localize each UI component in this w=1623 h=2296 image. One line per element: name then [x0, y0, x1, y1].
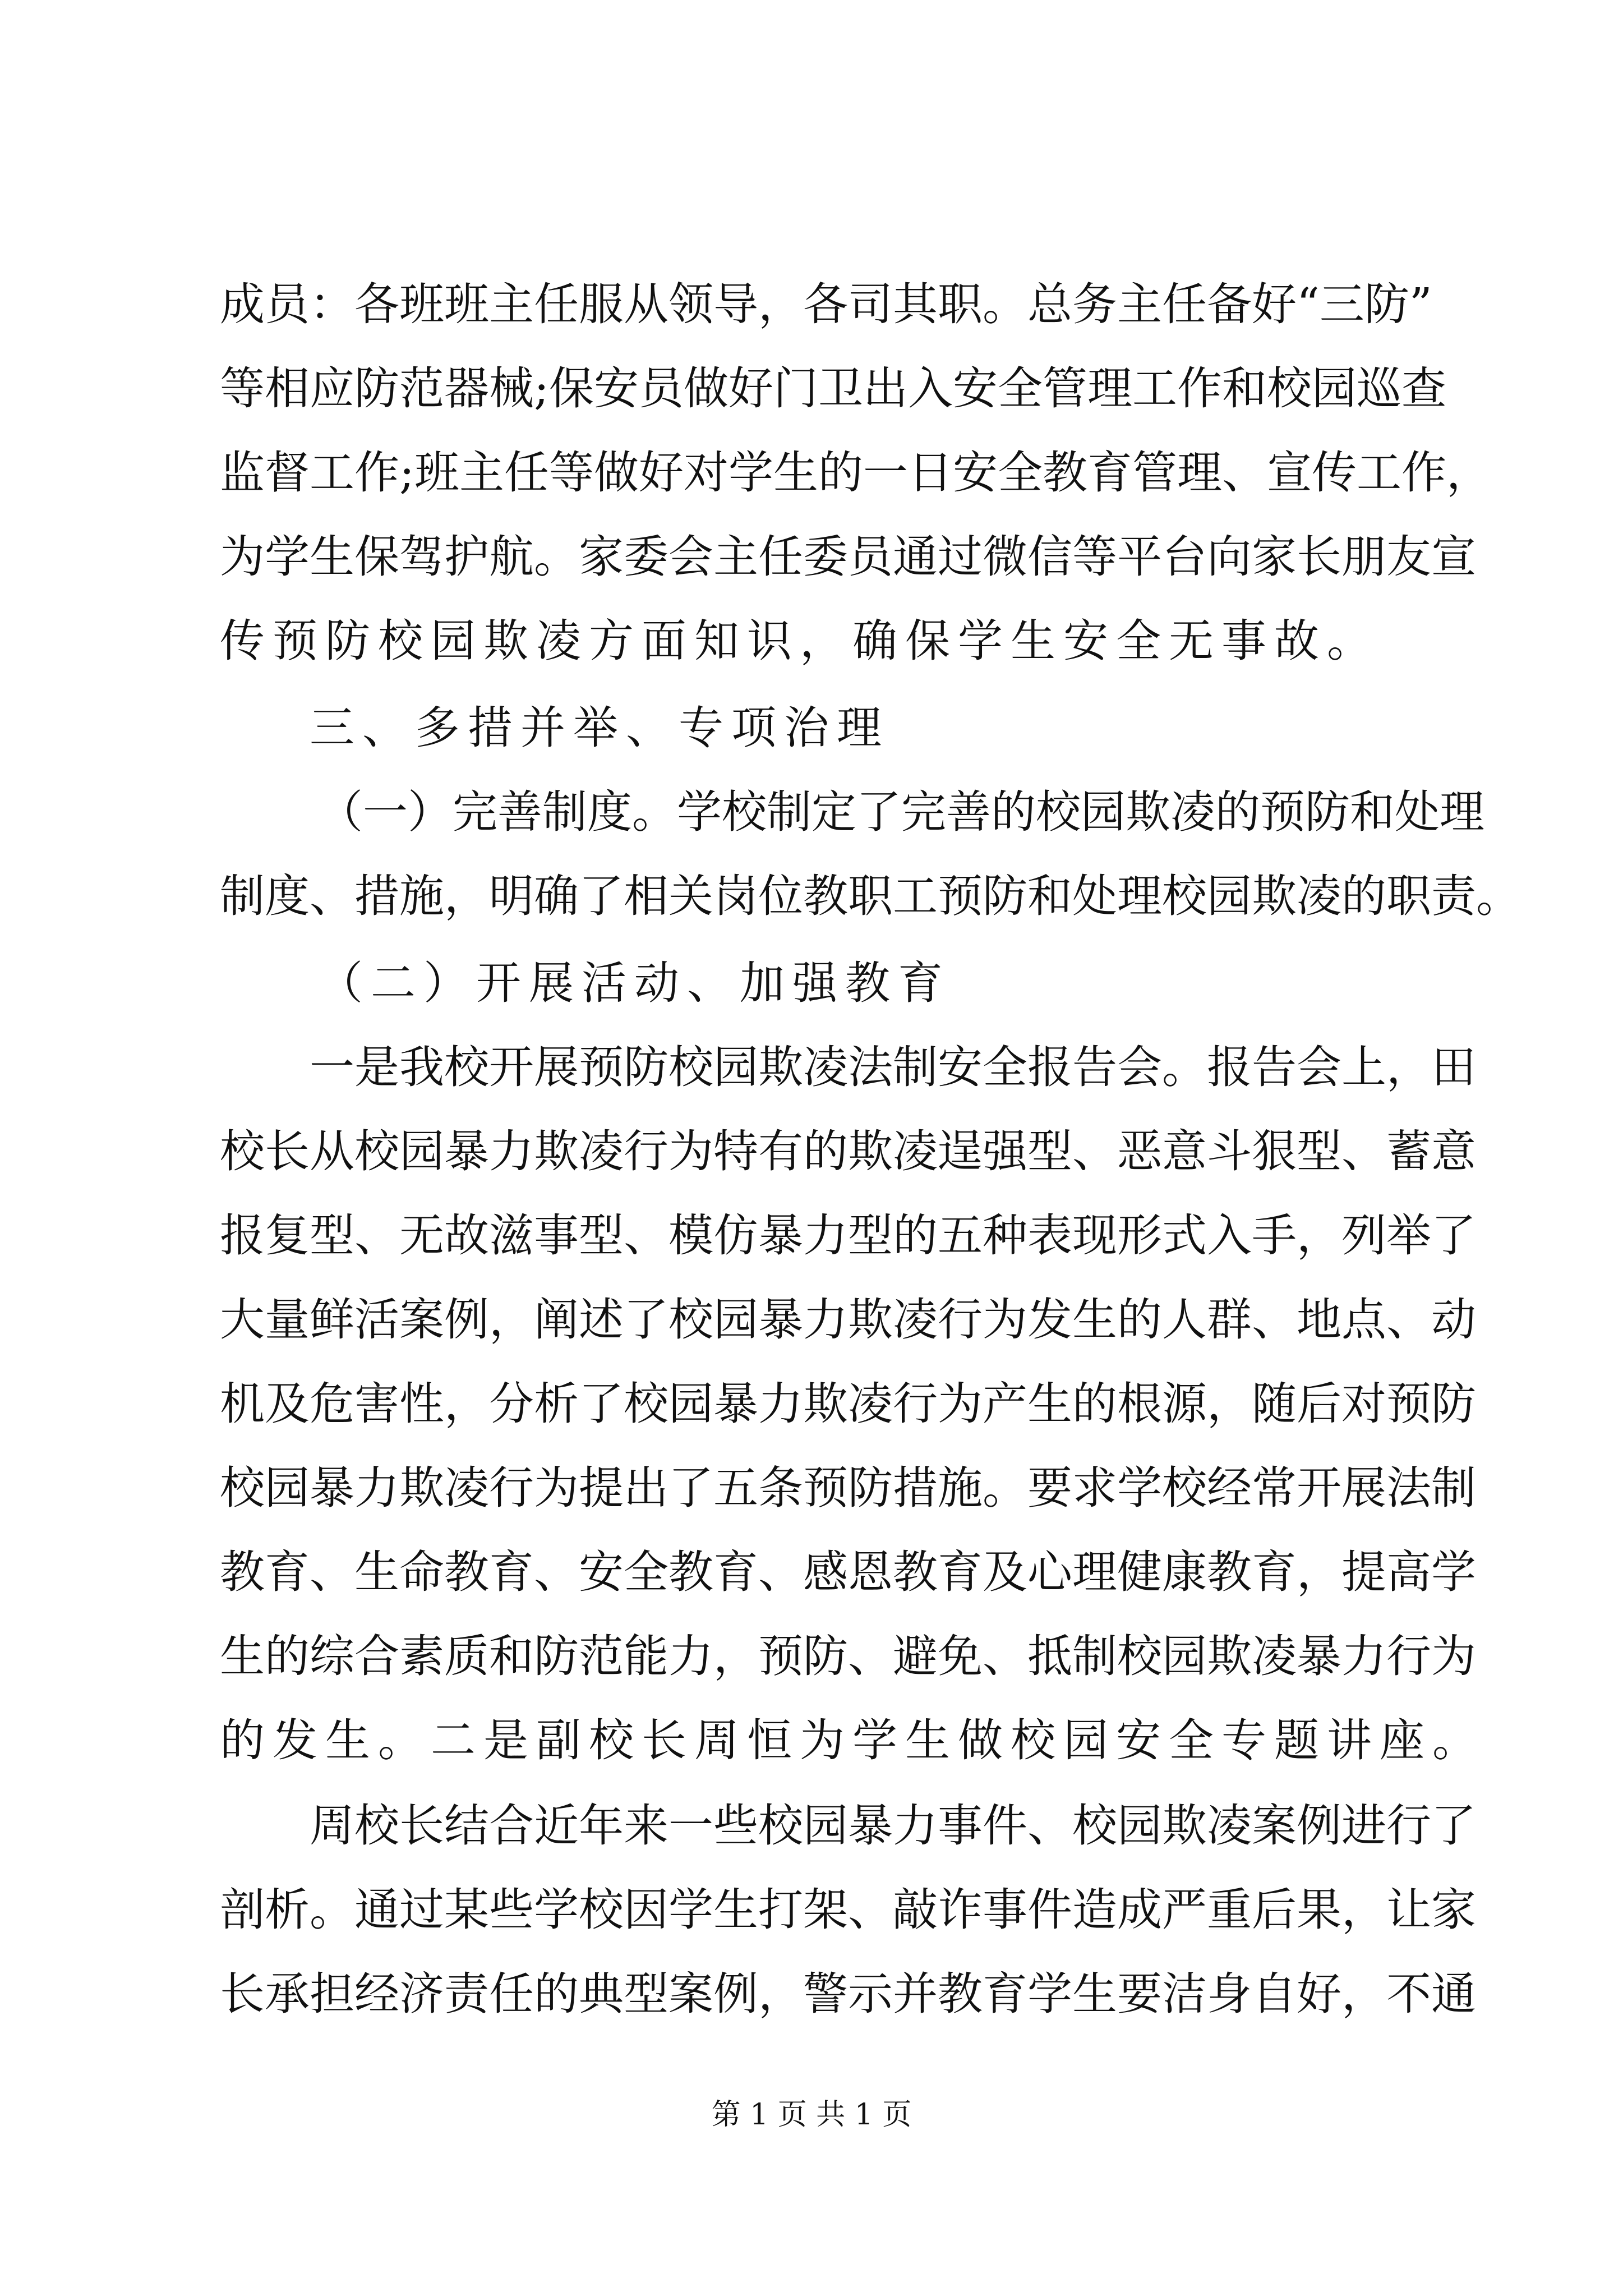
- paragraph-line: 的发生。二是副校长周恒为学生做校园安全专题讲座。: [220, 1714, 1485, 1766]
- paragraph-line: 校长从校园暴力欺凌行为特有的欺凌逞强型、恶意斗狠型、蓄意: [220, 1125, 1476, 1177]
- paragraph-line: 报复型、无故滋事型、模仿暴力型的五种表现形式入手，列举了: [220, 1209, 1476, 1262]
- paragraph-line: 生的综合素质和防范能力，预防、避免、抵制校园欺凌暴力行为: [220, 1630, 1476, 1682]
- paragraph-line: 校园暴力欺凌行为提出了五条预防措施。要求学校经常开展法制: [220, 1462, 1476, 1514]
- page-number-label: 第 1 页 共 1 页: [711, 2098, 912, 2132]
- paragraph-line: 传预防校园欺凌方面知识，确保学生安全无事故。: [220, 615, 1380, 667]
- paragraph-line: 成员：各班班主任服从领导，各司其职。总务主任备好“三防”: [220, 278, 1432, 330]
- paragraph-line: 一是我校开展预防校园欺凌法制安全报告会。报告会上，田: [310, 1041, 1476, 1093]
- paragraph-line: 教育、生命教育、安全教育、感恩教育及心理健康教育，提高学: [220, 1546, 1476, 1598]
- subsection-heading: （一）完善制度。学校制定了完善的校园欺凌的预防和处理: [318, 786, 1484, 838]
- paragraph-line: 大量鲜活案例，阐述了校园暴力欺凌行为发生的人群、地点、动: [220, 1294, 1476, 1346]
- paragraph-line: 等相应防范器械;保安员做好门卫出入安全管理工作和校园巡查: [220, 362, 1446, 415]
- paragraph-line: 剖析。通过某些学校因学生打架、敲诈事件造成严重后果，让家: [220, 1884, 1476, 1936]
- paragraph-line: 为学生保驾护航。家委会主任委员通过微信等平台向家长朋友宣: [220, 531, 1476, 583]
- paragraph-line: 监督工作;班主任等做好对学生的一日安全教育管理、宣传工作，: [220, 447, 1491, 499]
- section-heading: 三、多措并举、专项治理: [310, 702, 889, 754]
- paragraph-line: 机及危害性，分析了校园暴力欺凌行为产生的根源，随后对预防: [220, 1378, 1476, 1430]
- page-footer: [0, 2095, 1623, 2134]
- paragraph-line: 周校长结合近年来一些校园暴力事件、校园欺凌案例进行了: [310, 1800, 1476, 1852]
- subsection-heading: （二）开展活动、加强教育: [318, 957, 951, 1009]
- paragraph-line: 制度、措施，明确了相关岗位教职工预防和处理校园欺凌的职责。: [220, 870, 1521, 922]
- paragraph-line: 长承担经济责任的典型案例，警示并教育学生要洁身自好，不通: [220, 1968, 1476, 2020]
